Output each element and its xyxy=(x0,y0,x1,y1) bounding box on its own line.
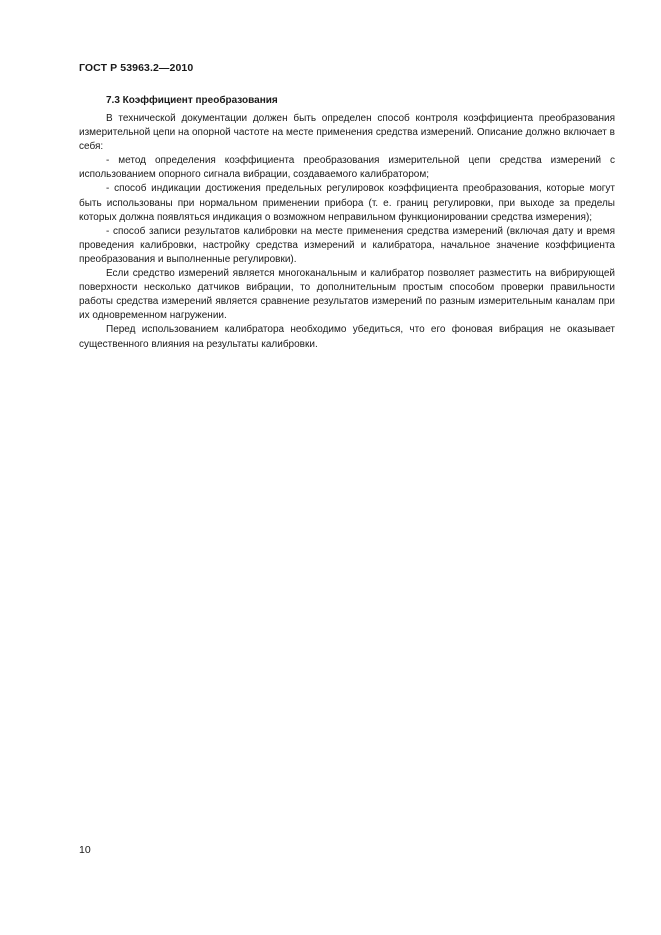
paragraph-background-vibration: Перед использованием калибратора необходимо убедиться, что его фоновая вибрация не оказывает существенного влияния на результаты калибровки. xyxy=(79,324,615,350)
document-header: ГОСТ Р 53963.2—2010 xyxy=(79,62,194,74)
section-title: 7.3 Коэффициент преобразования xyxy=(106,95,278,106)
body-text xyxy=(79,112,615,352)
page-number: 10 xyxy=(79,844,91,856)
paragraph-intro: В технической документации должен быть определен способ контроля коэффициента преобразования измерительной цепи на опорной частоте на месте применения средства измерений. Описание должно включает в себя: xyxy=(79,113,615,153)
list-item-recording: - способ записи результатов калибровки на месте применения средства измерений (включая дату и время проведения калибровки, настройку средства измерений и калибратора, начальное значение коэффициента преобразования и выполненные регулировки). xyxy=(79,225,615,265)
paragraph-multichannel: Если средство измерений является многоканальным и калибратор позволяет разместить на вибрирующей поверхности несколько датчиков вибрации, то дополнительным простым способом проверки правильности работы средства измерений является сравнение результатов измерений по разным измерительным каналам при их одновременном нагружении. xyxy=(79,268,615,322)
list-item-method: - метод определения коэффициента преобразования измерительной цепи средства измерений с использованием опорного сигнала вибрации, создаваемого калибратором; xyxy=(79,155,615,181)
list-item-indication: - способ индикации достижения предельных регулировок коэффициента преобразования, которые могут быть использованы при нормальном применении прибора (т. е. границ регулировки, при выходе за пределы которых должна появляться индикация о возможном неправильном функционировании средства измерения); xyxy=(79,183,615,223)
